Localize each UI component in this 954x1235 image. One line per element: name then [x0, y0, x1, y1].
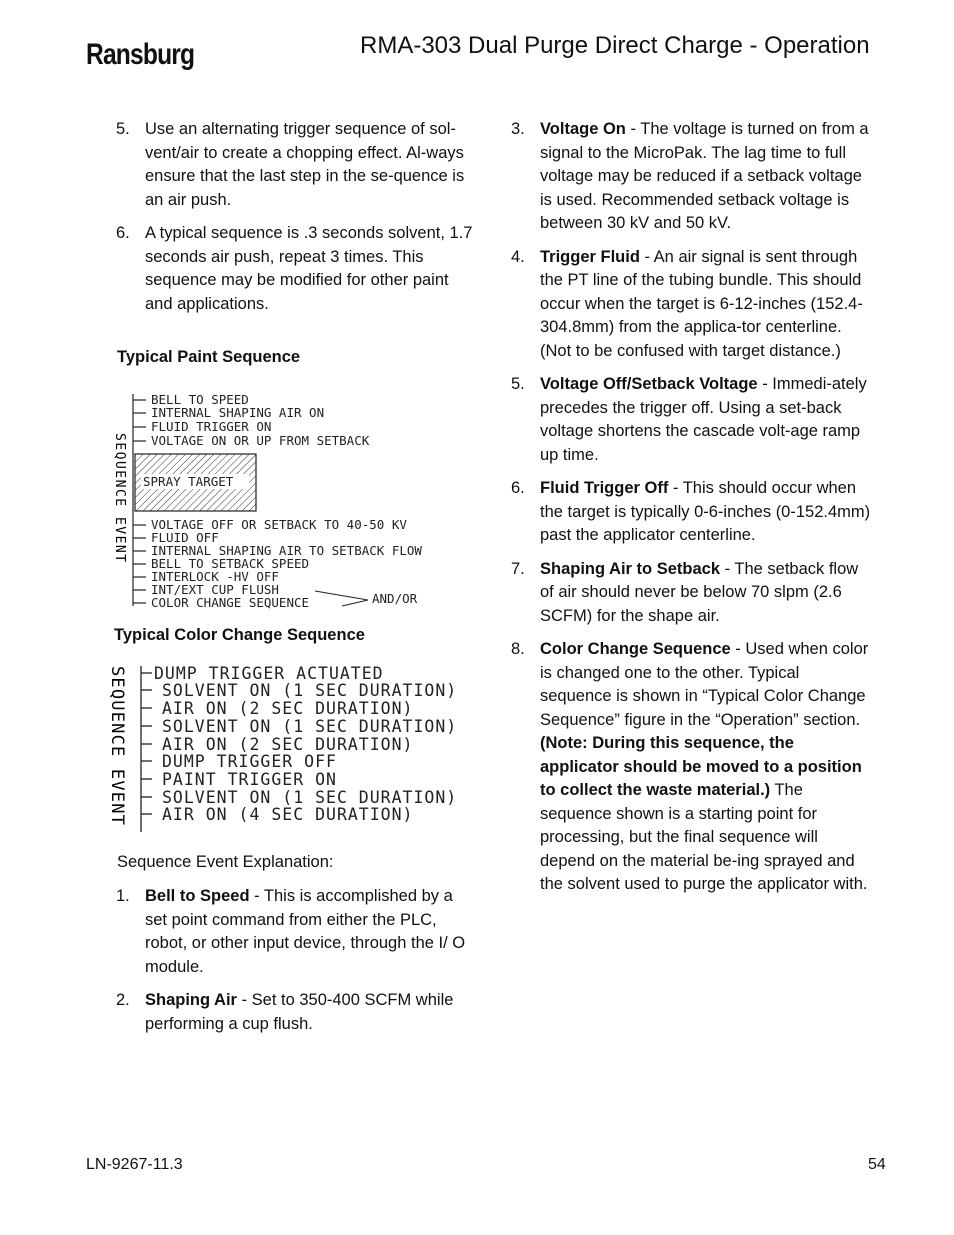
- and-or-label: AND/OR: [372, 591, 418, 606]
- item-number: 1.: [116, 887, 130, 905]
- list-item: [116, 989, 476, 1036]
- item-term: Fluid Trigger Off: [540, 479, 669, 497]
- paint-event-label: VOLTAGE OFF OR SETBACK TO 40-50 KV: [151, 517, 407, 532]
- item-text: Use an alternating trigger sequence of sol-vent/air to create a chopping effect. Al-ways ensure that the last step in the se-quence is an air push.: [145, 120, 465, 209]
- paint-event-label: INTERLOCK -HV OFF: [151, 569, 279, 584]
- item-number: 2.: [116, 991, 130, 1009]
- item-description: - An air signal is sent through the PT line of the tubing bundle. This should occur when the target is 6-12-inches (152.4-304.8mm) from the applica-tor centerline. (Not to be confused with target distance.): [540, 247, 863, 360]
- spray-target-label: SPRAY TARGET: [143, 474, 234, 489]
- item-term: Voltage On: [540, 120, 626, 138]
- item-number: 8.: [511, 640, 525, 658]
- item-description: - The voltage is turned on from a signal to the MicroPak. The lag time to full voltage may be reduced if a setback voltage is used. Recommended setback voltage is between 30 kV and 50 kV.: [540, 120, 869, 232]
- item-number: 4.: [511, 247, 525, 266]
- paint-event-label: BELL TO SPEED: [151, 392, 249, 407]
- item-term: Voltage Off/Setback Voltage: [540, 375, 758, 393]
- paint-event-label: INTERNAL SHAPING AIR TO SETBACK FLOW: [151, 543, 422, 558]
- list-item: [511, 118, 871, 236]
- item-description: - Immedi-ately precedes the trigger off. Using a set-back voltage shortens the cascade volt-age ramp up time.: [540, 375, 867, 464]
- item-number: 7.: [511, 559, 525, 578]
- paint-event-label: INTERNAL SHAPING AIR ON: [151, 405, 325, 420]
- item-text: [540, 477, 871, 548]
- paint-event-label: INT/EXT CUP FLUSH: [151, 582, 279, 597]
- item-text: [540, 118, 871, 236]
- list-item: [511, 246, 871, 364]
- paint-sequence-heading: Typical Paint Sequence: [117, 348, 301, 366]
- ransburg-logo: Ransburg: [86, 38, 195, 71]
- item-description: - This should occur when the target is typically 0-6-inches (0-152.4mm) past the applicator centerline.: [540, 479, 871, 544]
- item-term: Shaping Air: [145, 991, 237, 1009]
- left-column-bottom: [116, 885, 476, 1046]
- item-term: Bell to Speed: [145, 887, 250, 905]
- color-event-label: DUMP TRIGGER OFF: [162, 752, 337, 771]
- item-description: - Used when color is changed one to the other. Typical sequence is shown in “Typical Color Change Sequence” figure in the “Operation” section.: [540, 640, 869, 729]
- paint-event-label: COLOR CHANGE SEQUENCE: [151, 595, 310, 610]
- list-item: [511, 638, 871, 897]
- color-change-heading: Typical Color Change Sequence: [114, 626, 365, 644]
- item-number: 5.: [511, 375, 525, 393]
- paint-sequence-diagram: [110, 388, 490, 614]
- item-text: [540, 638, 871, 897]
- item-text: [540, 558, 871, 629]
- item-description-continued: The sequence shown is a starting point for processing, but the final sequence will depend on the material be-ing sprayed and the solvent used to purge the applicator with.: [540, 781, 868, 893]
- item-description: - The setback flow of air should never be below 70 slpm (2.6 SCFM) for the shape air.: [540, 559, 859, 625]
- page-title: RMA-303 Dual Purge Direct Charge - Operation: [360, 32, 870, 59]
- item-description: - This is accomplished by a set point command from either the PLC, robot, or other input device, through the I/ O module.: [145, 887, 466, 976]
- list-item: [511, 477, 871, 548]
- item-text: [540, 246, 871, 364]
- color-event-label: SOLVENT ON (1 SEC DURATION): [162, 681, 458, 700]
- color-event-label: SOLVENT ON (1 SEC DURATION): [162, 788, 458, 807]
- paint-event-label: FLUID TRIGGER ON: [151, 419, 272, 434]
- document-number: LN-9267-11.3: [86, 1156, 183, 1173]
- right-column: [511, 118, 871, 907]
- color-event-label: DUMP TRIGGER ACTUATED: [154, 664, 384, 683]
- list-item: [116, 885, 476, 979]
- color-event-label: PAINT TRIGGER ON: [162, 770, 337, 789]
- explanation-intro: Sequence Event Explanation:: [117, 853, 334, 871]
- item-note: (Note: During this sequence, the applicator should be moved to a position to collect the waste material.): [540, 734, 862, 799]
- paint-event-label: BELL TO SETBACK SPEED: [151, 556, 310, 571]
- item-number: 3.: [511, 120, 525, 138]
- axis-label: SEQUENCE EVENT: [112, 433, 127, 564]
- list-item: [116, 118, 476, 212]
- axis-label: SEQUENCE EVENT: [107, 666, 127, 827]
- item-text: A typical sequence is .3 seconds solvent, 1.7 seconds air push, repeat 3 times. This sequence may be modified for other paint and applications.: [145, 224, 473, 313]
- color-event-label: AIR ON (2 SEC DURATION): [162, 699, 414, 718]
- left-column: [116, 118, 476, 326]
- item-term: Shaping Air to Setback: [540, 559, 721, 578]
- paint-event-label: VOLTAGE ON OR UP FROM SETBACK: [151, 433, 370, 448]
- item-number: 6.: [116, 224, 130, 242]
- list-item: [511, 558, 871, 629]
- color-event-label: AIR ON (4 SEC DURATION): [162, 805, 414, 824]
- color-event-label: AIR ON (2 SEC DURATION): [162, 735, 414, 754]
- paint-event-label: FLUID OFF: [151, 530, 219, 545]
- item-term: Color Change Sequence: [540, 640, 731, 658]
- list-item: [116, 222, 476, 316]
- item-number: 5.: [116, 120, 130, 138]
- color-event-label: SOLVENT ON (1 SEC DURATION): [162, 717, 458, 736]
- item-number: 6.: [511, 479, 525, 497]
- list-item: [511, 373, 871, 467]
- item-text: [540, 373, 871, 467]
- item-text: [145, 885, 476, 979]
- item-description: - Set to 350-400 SCFM while performing a cup flush.: [145, 991, 454, 1033]
- item-term: Trigger Fluid: [540, 247, 640, 266]
- item-text: [145, 989, 476, 1036]
- color-change-diagram: [106, 660, 491, 840]
- page-number: 54: [868, 1156, 886, 1173]
